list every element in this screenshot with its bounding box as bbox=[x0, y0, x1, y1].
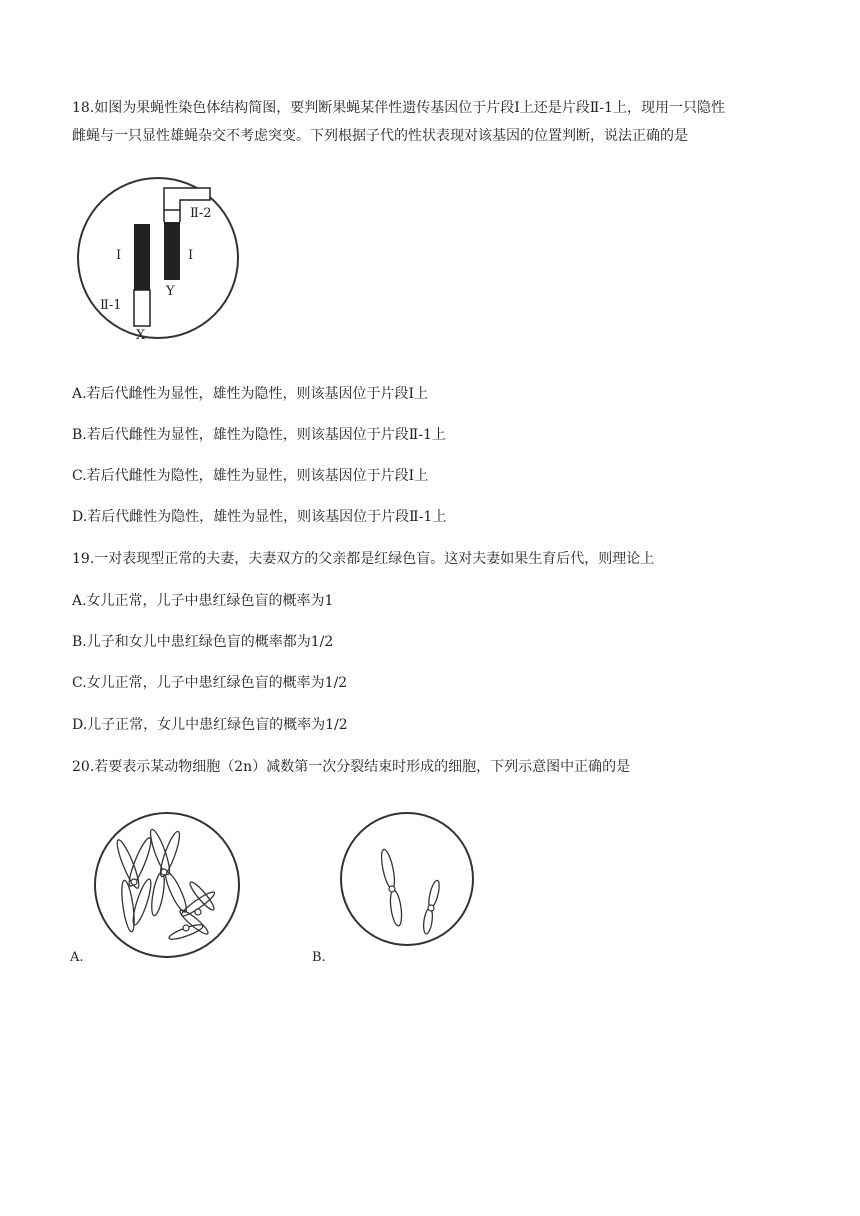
q19-option-d: D.儿子正常，女儿中患红绿色盲的概率为1/2 bbox=[72, 717, 348, 733]
label-II-2: Ⅱ-2 bbox=[190, 206, 212, 221]
q19-stem: 19.一对表现型正常的夫妻，夫妻双方的父亲都是红绿色盲。这对夫妻如果生育后代，则理论上 bbox=[72, 551, 655, 567]
q18-option-c: C.若后代雌性为隐性，雄性为显性，则该基因位于片段Ⅰ上 bbox=[72, 468, 429, 484]
cell-diagram-b bbox=[338, 810, 476, 948]
label-Y: Y bbox=[166, 284, 175, 299]
q18-stem-line2: 雌蝇与一只显性雄蝇杂交不考虑突变。下列根据子代的性状表现对该基因的位置判断，说法正确的是 bbox=[72, 128, 688, 144]
label-I-right: I bbox=[188, 248, 194, 263]
q18-stem-line1: 18.如图为果蝇性染色体结构简图，要判断果蝇某伴性遗传基因位于片段Ⅰ上还是片段Ⅱ-1上，现用一只隐性 bbox=[72, 100, 725, 116]
q20-stem: 20.若要表示某动物细胞（2n）减数第一次分裂结束时形成的细胞，下列示意图中正确的是 bbox=[72, 759, 631, 775]
cell-outline bbox=[78, 178, 238, 338]
q20-option-b-label: B. bbox=[312, 950, 326, 965]
label-II-1: Ⅱ-1 bbox=[100, 298, 122, 313]
q18-option-a: A.若后代雌性为显性，雄性为隐性，则该基因位于片段Ⅰ上 bbox=[72, 386, 429, 402]
cell-figure-a bbox=[90, 810, 244, 960]
q18-option-b: B.若后代雌性为显性，雄性为隐性，则该基因位于片段Ⅱ-1上 bbox=[72, 427, 446, 443]
y-segment-I bbox=[164, 222, 180, 280]
cell-diagram-a bbox=[90, 810, 244, 960]
cell-figure-b bbox=[338, 810, 476, 948]
label-I-left: I bbox=[116, 248, 122, 263]
q19-option-b: B.儿子和女儿中患红绿色盲的概率都为1/2 bbox=[72, 634, 334, 650]
x-segment-I bbox=[134, 224, 150, 290]
sex-chromosome-figure bbox=[76, 170, 240, 346]
q19-option-a: A.女儿正常，儿子中患红绿色盲的概率为1 bbox=[72, 593, 334, 609]
x-segment-II-1 bbox=[134, 290, 150, 326]
q18-option-d: D.若后代雌性为隐性，雄性为显性，则该基因位于片段Ⅱ-1上 bbox=[72, 509, 447, 525]
sex-chromosome-diagram bbox=[76, 170, 240, 346]
q19-option-c: C.女儿正常，儿子中患红绿色盲的概率为1/2 bbox=[72, 675, 348, 691]
q20-option-a-label: A. bbox=[70, 950, 84, 965]
label-X: X bbox=[136, 328, 146, 343]
